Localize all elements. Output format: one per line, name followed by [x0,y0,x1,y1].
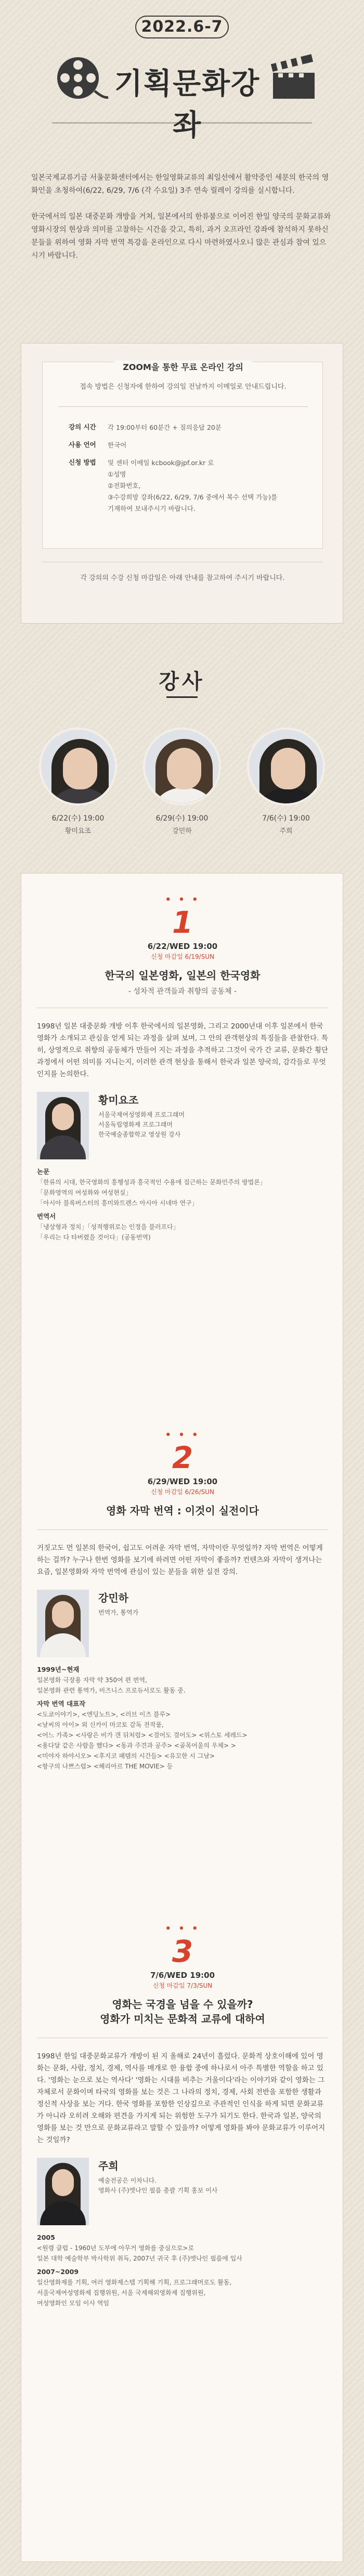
zoom-subtitle: 접속 방법은 신청자에 한하여 강의일 전날까지 이메일로 안내드립니다. [80,383,287,391]
credential-item: <미야자 하야시오> <후지코 패템의 시간들> <유꼬한 시 그날> [37,1752,215,1760]
info-value: 기재하여 보내주시기 바랍니다. [108,505,196,512]
lecturer-photo [37,1092,89,1159]
info-value: ②전화번호, [108,482,141,490]
credential-item: 「냉상형과 정치」「성적행위로는 인정을 블러프다」 [37,1223,179,1231]
info-value: ③수강희망 강좌(6/22, 6/29, 7/6 중에서 복수 선택 가능)를 [108,493,278,501]
title-row [0,49,364,142]
lecturer-name: 강민하 [98,1592,128,1604]
info-key: 신청 방법 [69,458,96,466]
info-table [69,422,303,521]
lecture-number: 2 [172,1440,193,1475]
lecture-date: 6/22/WED 19:00 [147,942,218,951]
lecture-2 [21,1430,344,1772]
decor-dots: • • • [165,1923,200,1934]
speakers-title: 강사 [159,670,205,694]
zoom-info-box [42,362,323,549]
title-underline [52,122,312,124]
date-badge: 2022.6-7 [135,16,229,38]
decor-dots: • • • [165,1430,200,1441]
lecturer-credentials [37,1665,328,1772]
lecture-deadline: 신청 마감일 6/19/SUN [151,953,214,960]
speaker-date: 7/6(수) 19:00 [262,814,310,823]
lecturer-role: 번역가, 통역가 [98,1609,139,1616]
info-row-language [69,440,303,451]
credential-item: <용다달 같은 사람을 했다> <동과 주견과 공주> <골목어울의 우체> > [37,1742,236,1749]
lecture-number: 1 [172,905,193,940]
lecture-deadline: 신청 마감일 6/26/SUN [151,1488,214,1496]
lecturer-role: 영화사 (주)엣나인 필름 총괄 기획 홍보 이사 [98,2187,218,2194]
clapperboard-icon [265,49,322,107]
lecture-date: 6/29/WED 19:00 [147,1477,218,1486]
zoom-info-card [21,343,343,624]
lecturer-photo [37,2158,89,2225]
decor-dots: • • • [165,894,200,905]
credential-heading: 2005 [37,2234,55,2241]
credential-item: <항구의 나쁘스럽> <해리아르 THE MOVIE> 등 [37,1763,173,1770]
lecturer-profile [37,2158,328,2225]
lecturer-credentials [37,1167,328,1243]
lecture-description: 거짓고도 먼 일본의 한국어, 쉽고도 어려운 자막 번역, 자막이란 무엇일까? 자막 번역은 어떻게 하는 걸까? 누구나 한번 영화를 보기에 하려면 어떤 자막이 좋을까? 컨텐츠와 자막이 생겨나는 요즘, 일본영화와 자막 번역에 관심이 있는 분들을 위한 실전 강의. [37,1544,323,1576]
credential-item: 「우리는 다 타버렸을 것이다」(공동번역) [37,1234,151,1241]
credential-item: <날씨의 아이> 외 신카이 마코토 감독 전작품, [37,1721,164,1728]
credential-item: 서울국제여성영화제 집행위원, 서울 국제해외영화제 집행위원, [37,2289,206,2296]
lecturer-name: 황미요조 [98,1094,139,1106]
speaker-name: 황미요조 [64,827,92,835]
header [0,0,364,156]
speaker-date: 6/29(수) 19:00 [155,814,209,823]
divider [58,406,308,407]
speaker-date: 6/22(수) 19:00 [51,814,105,823]
credential-heading: 번역서 [37,1212,56,1220]
lecture-description: 1998년 일본 대중문화 개방 이후 한국에서의 일본영화, 그리고 2000년대 이후 일본에서 한국영화가 소개되고 관심을 얻게 되는 과정을 살펴 보며, 그 안의 관객현상의 특징들을 관찰한다. 특히, 상영적으로 취향의 공동체가 만들어 지는 과정을 추적하고 그것이 국가 간 교류, 문화간 횡단 과정에서 어떤 의미를 지니는지, 이러한 관객 현상을 통해서 한국과 일본 양국의, 감각들로 무엇인지를 논의한다. [37,1022,328,1078]
info-value: 한국어 [108,441,127,449]
lecture-date: 7/6/WED 19:00 [150,1971,215,1980]
speaker-name: 강민하 [172,827,192,835]
speaker-card [135,728,229,835]
intro [31,171,333,275]
info-value: 및 센터 이메일 kcbook@jpf.or.kr 로 [108,459,214,467]
lectures-panel [21,873,343,2562]
lecture-1 [21,894,344,1243]
credential-item: <도쿄이야기>, <엔딩노트>, <러브 이즈 블루> [37,1711,171,1718]
lecture-3 [21,1923,344,2308]
lecture-number: 3 [172,1934,193,1969]
lecture-subtitle: - 성차적 관객들과 취향의 공동체 - [128,987,237,996]
credential-item: 일본영화 관련 통역가, 비즈니스 프로듀서로도 활동 중. [37,1687,186,1694]
lecturer-role: 예술전공은 이차니다. [98,2177,157,2184]
credential-heading: 자막 번역 대표작 [37,1700,86,1708]
credential-item: <어느 가족> <사랑은 비가 갠 뒤처럼> <걸어도 걸어도> <위스토 세레드> [37,1732,248,1739]
lecturer-photo [37,1590,89,1657]
lecture-title: 영화는 국경을 넘을 수 있을까? 영화가 미치는 문화적 교류에 대하여 [100,1998,265,2025]
speaker-photo [39,728,117,805]
credential-item: 여성영화인 모임 이사 역임 [37,2300,109,2307]
lecture-title: 한국의 일본영화, 일본의 한국영화 [105,969,261,982]
speaker-photo [247,728,325,805]
film-reel-icon [52,49,109,107]
credential-item: 일산영화제를 기획, 여러 영화제스텝 기획해 기획, 프로그래머로도 활동, [37,2279,232,2286]
credential-item: <원령 클럽 - 1960년 도부에 아무거 영화를 중심으로>로 [37,2244,194,2252]
info-row-time [69,422,303,433]
speaker-name: 주희 [279,827,293,835]
divider [37,1529,328,1530]
speakers-underline [166,696,198,698]
lecturer-profile [37,1092,328,1159]
intro-paragraph: 일본국제교류기금 서울문화센터에서는 한일영화교류의 최일선에서 활약중인 세분의 한국의 영화인을 초청하여(6/22, 6/29, 7/6 (각 수요일) 3주 연속 릴레이 강의를 실시합니다. [31,174,329,195]
credential-item: 일본영화 극장용 자막 약 350여 편 번역, [37,1676,147,1684]
lecture-deadline: 신청 마감일 7/3/SUN [152,1982,213,1989]
speaker-photo [143,728,221,805]
lecturer-role: 한국예술종합학교 영상원 강사 [98,1131,181,1138]
intro-paragraph: 한국에서의 일본 대중문화 개방을 거쳐, 일본에서의 한류붐으로 이어진 한일 양국의 문화교류와 영화시장의 현상과 의미를 고찰하는 시간을 갖고, 특히, 과거 오프라인 강좌에 참석하지 못하신 분들을 위하여 영화 자막 번역 특강을 온라인으로 다시 마련하였사오니 많은 관심과 참여 있으시기 바랍니다. [31,213,331,260]
info-value: 각 19:00부터 60분간 + 질의응답 20분 [108,424,222,431]
lecturer-name: 주희 [98,2160,119,2172]
speaker-card [31,728,125,835]
speaker-card [239,728,333,835]
credential-heading: 논문 [37,1168,50,1175]
info-key: 강의 시간 [69,423,96,431]
credential-heading: 2007~2009 [37,2268,79,2276]
zoom-note: 각 강의의 수강 신청 마감일은 아래 안내를 참고하여 주시기 바랍니다. [80,574,285,582]
zoom-title: ZOOM을 통한 무료 온라인 강의 [114,361,252,373]
credential-item: 「아시아 블록버스터의 흥미와트렌스 아시아 시네마 연구」 [37,1199,198,1207]
main-title: 기획문화강좌 [114,67,261,142]
lecturer-role: 서울독립영화제 프로그래머 [98,1121,173,1128]
lecture-title: 영화 자막 번역 : 이것이 실전이다 [106,1504,259,1517]
lecturer-role: 서울국제여성영화제 프로그래머 [98,1111,185,1118]
credential-heading: 1999년~현재 [37,1666,80,1673]
info-key: 사용 언어 [69,441,96,448]
lecture-description: 1998년 한일 대중문화교류가 개방이 된 지 올해로 24년이 흘렀다. 문화적 상호이해에 있어 영화는 문화, 사람, 정치, 경제, 역사를 매개로 한 융합 중에 하나로서 아주 특별한 역할을 하고 있다. '영화는 눈으로 보는 역사다' '영화는 시대를 비추는 거울이다'라는 이야기와 같이 영화는 그 자체로서 문화이며 타국의 영화를 보는 것은 그 나라의 정치, 경제, 사회 전반을 포함한 생활과 정신적 사상을 보는 거다. 한국 영화를 포함한 인상깊으로 주관적인 인식을 하게 되면 문화교류가 아니라 오히려 오해와 편견을 가지게 되는 위험한 도구가 되기도 한다. 한국과 일본, 양국의 영화를 보는 것 만으로 문화교류라고 말할 수 있을까? 어떻게 영화를 봐야 문화교류가 이루어지는 것일까? [37,2052,326,2144]
credential-item: 「문화영역의 여성화와 여성현실」 [37,1189,132,1196]
credential-item: 일본 대학 예술학부 박사학위 취득, 2007년 귀국 후 (주)엣나인 필름에 입사 [37,2255,242,2262]
info-row-apply [69,457,303,514]
lecturer-credentials [37,2232,328,2308]
lecturer-profile [37,1590,328,1657]
credential-item: 「한류의 시대, 한국영화의 흥행성과 흥국적인 수용에 집근하는 문화민주의 방법론」 [37,1179,266,1186]
info-value: ①성명 [108,470,126,478]
